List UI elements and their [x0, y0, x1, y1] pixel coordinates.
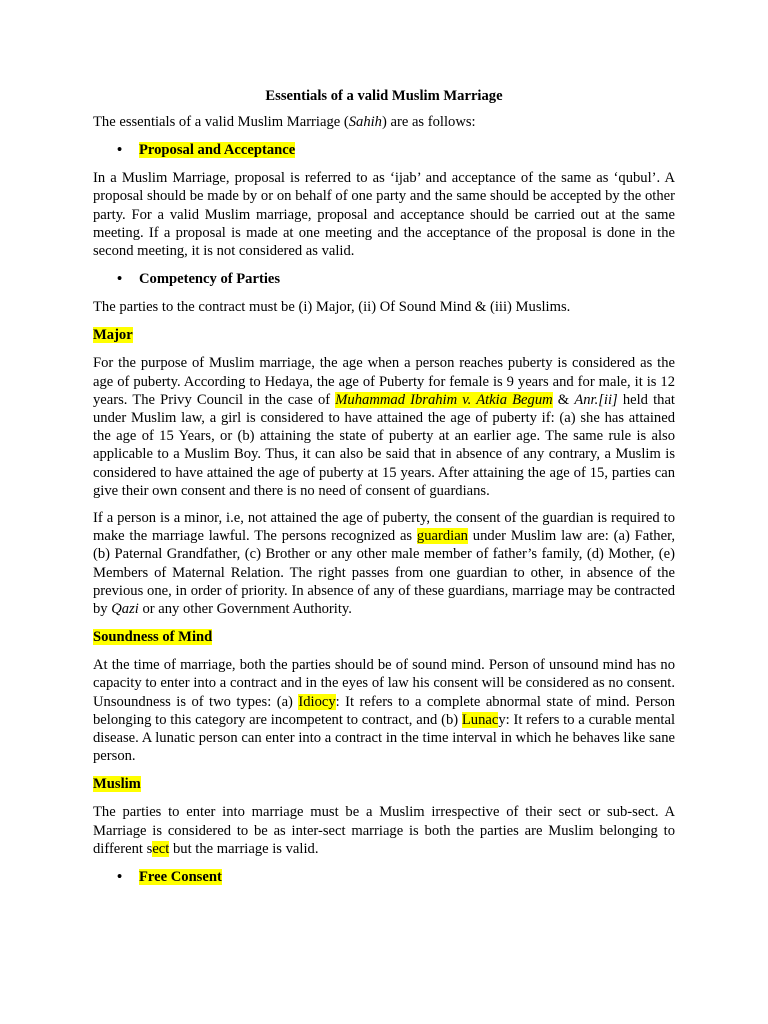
- bullet-dot-icon: •: [117, 271, 123, 288]
- bullet-proposal: [93, 140, 675, 160]
- highlight-sect: ect: [152, 840, 170, 857]
- heading-muslim: [93, 774, 675, 794]
- major-paragraph: [93, 354, 675, 500]
- major-text-e: held that under Muslim law, a girl is considered to have attained the age of puberty if: (a) she has attained the age of 15 Years, or (b) attaining the state of puberty at an earlier age. The same rule is also applicable to a Muslim Boy. Thus, it can also be said that in absence of any contrary, a Muslim is considered to have attained the age of puberty at 15 years. After attaining the age of 15, parties can give their own consent and there is no need of consent of guardians.: [93, 391, 675, 499]
- document-body: [93, 86, 675, 896]
- intro-paragraph: [93, 113, 675, 131]
- minor-qazi: Qazi: [111, 601, 139, 618]
- soundness-text-e: y: It refers to a curable mental disease. A lunatic person can enter into a contract in the time interval in which he behaves like sane person.: [93, 711, 676, 765]
- muslim-text-c: but the marriage is valid.: [169, 840, 319, 857]
- highlight-lunacy: Lunac: [461, 711, 499, 728]
- heading-soundness: [93, 627, 675, 647]
- highlight-consent: Free Consent: [139, 869, 222, 886]
- highlight-major: Major: [93, 327, 133, 344]
- soundness-paragraph: [93, 656, 675, 765]
- case-citation-ref: Anr.[ii]: [574, 391, 618, 408]
- intro-text-a: The essentials of a valid Muslim Marriage (: [93, 114, 349, 130]
- bullet-consent: [93, 867, 675, 887]
- highlight-muslim: Muslim: [93, 776, 141, 793]
- bullet-consent-label: [139, 867, 222, 887]
- muslim-text-a: The parties to enter into marriage must be a Muslim irrespective of their sect or sub-sect. A Marriage is considered to be as inter-sect marriage is both the parties are Muslim belonging to different s: [93, 804, 675, 857]
- minor-text-a: If a person is a minor, i.e, not attained the age of puberty, the consent of the guardian is required to make the marriage lawful. The persons recognized as: [93, 510, 675, 545]
- proposal-paragraph: In a Muslim Marriage, proposal is referred to as ‘ijab’ and acceptance of the same as ‘qubul’. A proposal should be made by or on behalf of one party and the same should be accepted by the other party. For a valid Muslim marriage, proposal and acceptance should be carried out at the same meeting. If a proposal is made at one meeting and the acceptance of the proposal is done in the second meeting, it is not considered as valid.: [93, 170, 675, 260]
- document-title: Essentials of a valid Muslim Marriage: [265, 88, 503, 104]
- major-text-c: &: [552, 391, 575, 408]
- minor-text-c: under Muslim law are: (a) Father, (b) Paternal Grandfather, (c) Brother or any other male member of father’s family, (d) Mother, (e) Members of Maternal Relation. The right passes from one guardian to other, in absence of the previous one, in order of priority. In absence of any of these guardians, marriage may be contracted by: [93, 528, 675, 618]
- bullet-dot-icon: •: [117, 142, 123, 159]
- muslim-paragraph: [93, 803, 675, 858]
- competency-paragraph: The parties to the contract must be (i) Major, (ii) Of Sound Mind & (iii) Muslims.: [93, 299, 571, 316]
- highlight-soundness: Soundness of Mind: [93, 629, 213, 646]
- highlight-proposal: Proposal and Acceptance: [139, 142, 296, 159]
- highlight-idiocy: Idiocy: [298, 693, 336, 710]
- soundness-text-a: At the time of marriage, both the parties should be of sound mind. Person of unsound mind has no capacity to enter into a contract and in the eyes of law his consent will be considered as no consent. Unsoundness is of two types: (a): [93, 657, 675, 710]
- major-text-a: For the purpose of Muslim marriage, the age when a person reaches puberty is considered as the age of puberty. According to Hedaya, the age of Puberty for female is 9 years and for male, it is 12 years. The Privy Council in the case of: [93, 355, 675, 408]
- heading-major: [93, 325, 675, 345]
- intro-sahih: Sahih: [348, 114, 382, 130]
- minor-paragraph: [93, 509, 675, 618]
- bullet-proposal-label: [139, 140, 295, 160]
- case-citation: Muhammad Ibrahim v. Atkia Begum: [335, 391, 553, 408]
- soundness-text-c: : It refers to a complete abnormal state of mind. Person belonging to this category are incompetent to contract, and (b): [93, 693, 675, 728]
- bullet-competency-label: Competency of Parties: [139, 271, 281, 288]
- highlight-guardian: guardian: [416, 528, 468, 545]
- minor-text-e: or any other Government Authority.: [138, 601, 352, 618]
- intro-text-c: ) are as follows:: [381, 114, 476, 130]
- bullet-competency: [93, 269, 675, 289]
- bullet-dot-icon: •: [117, 869, 123, 886]
